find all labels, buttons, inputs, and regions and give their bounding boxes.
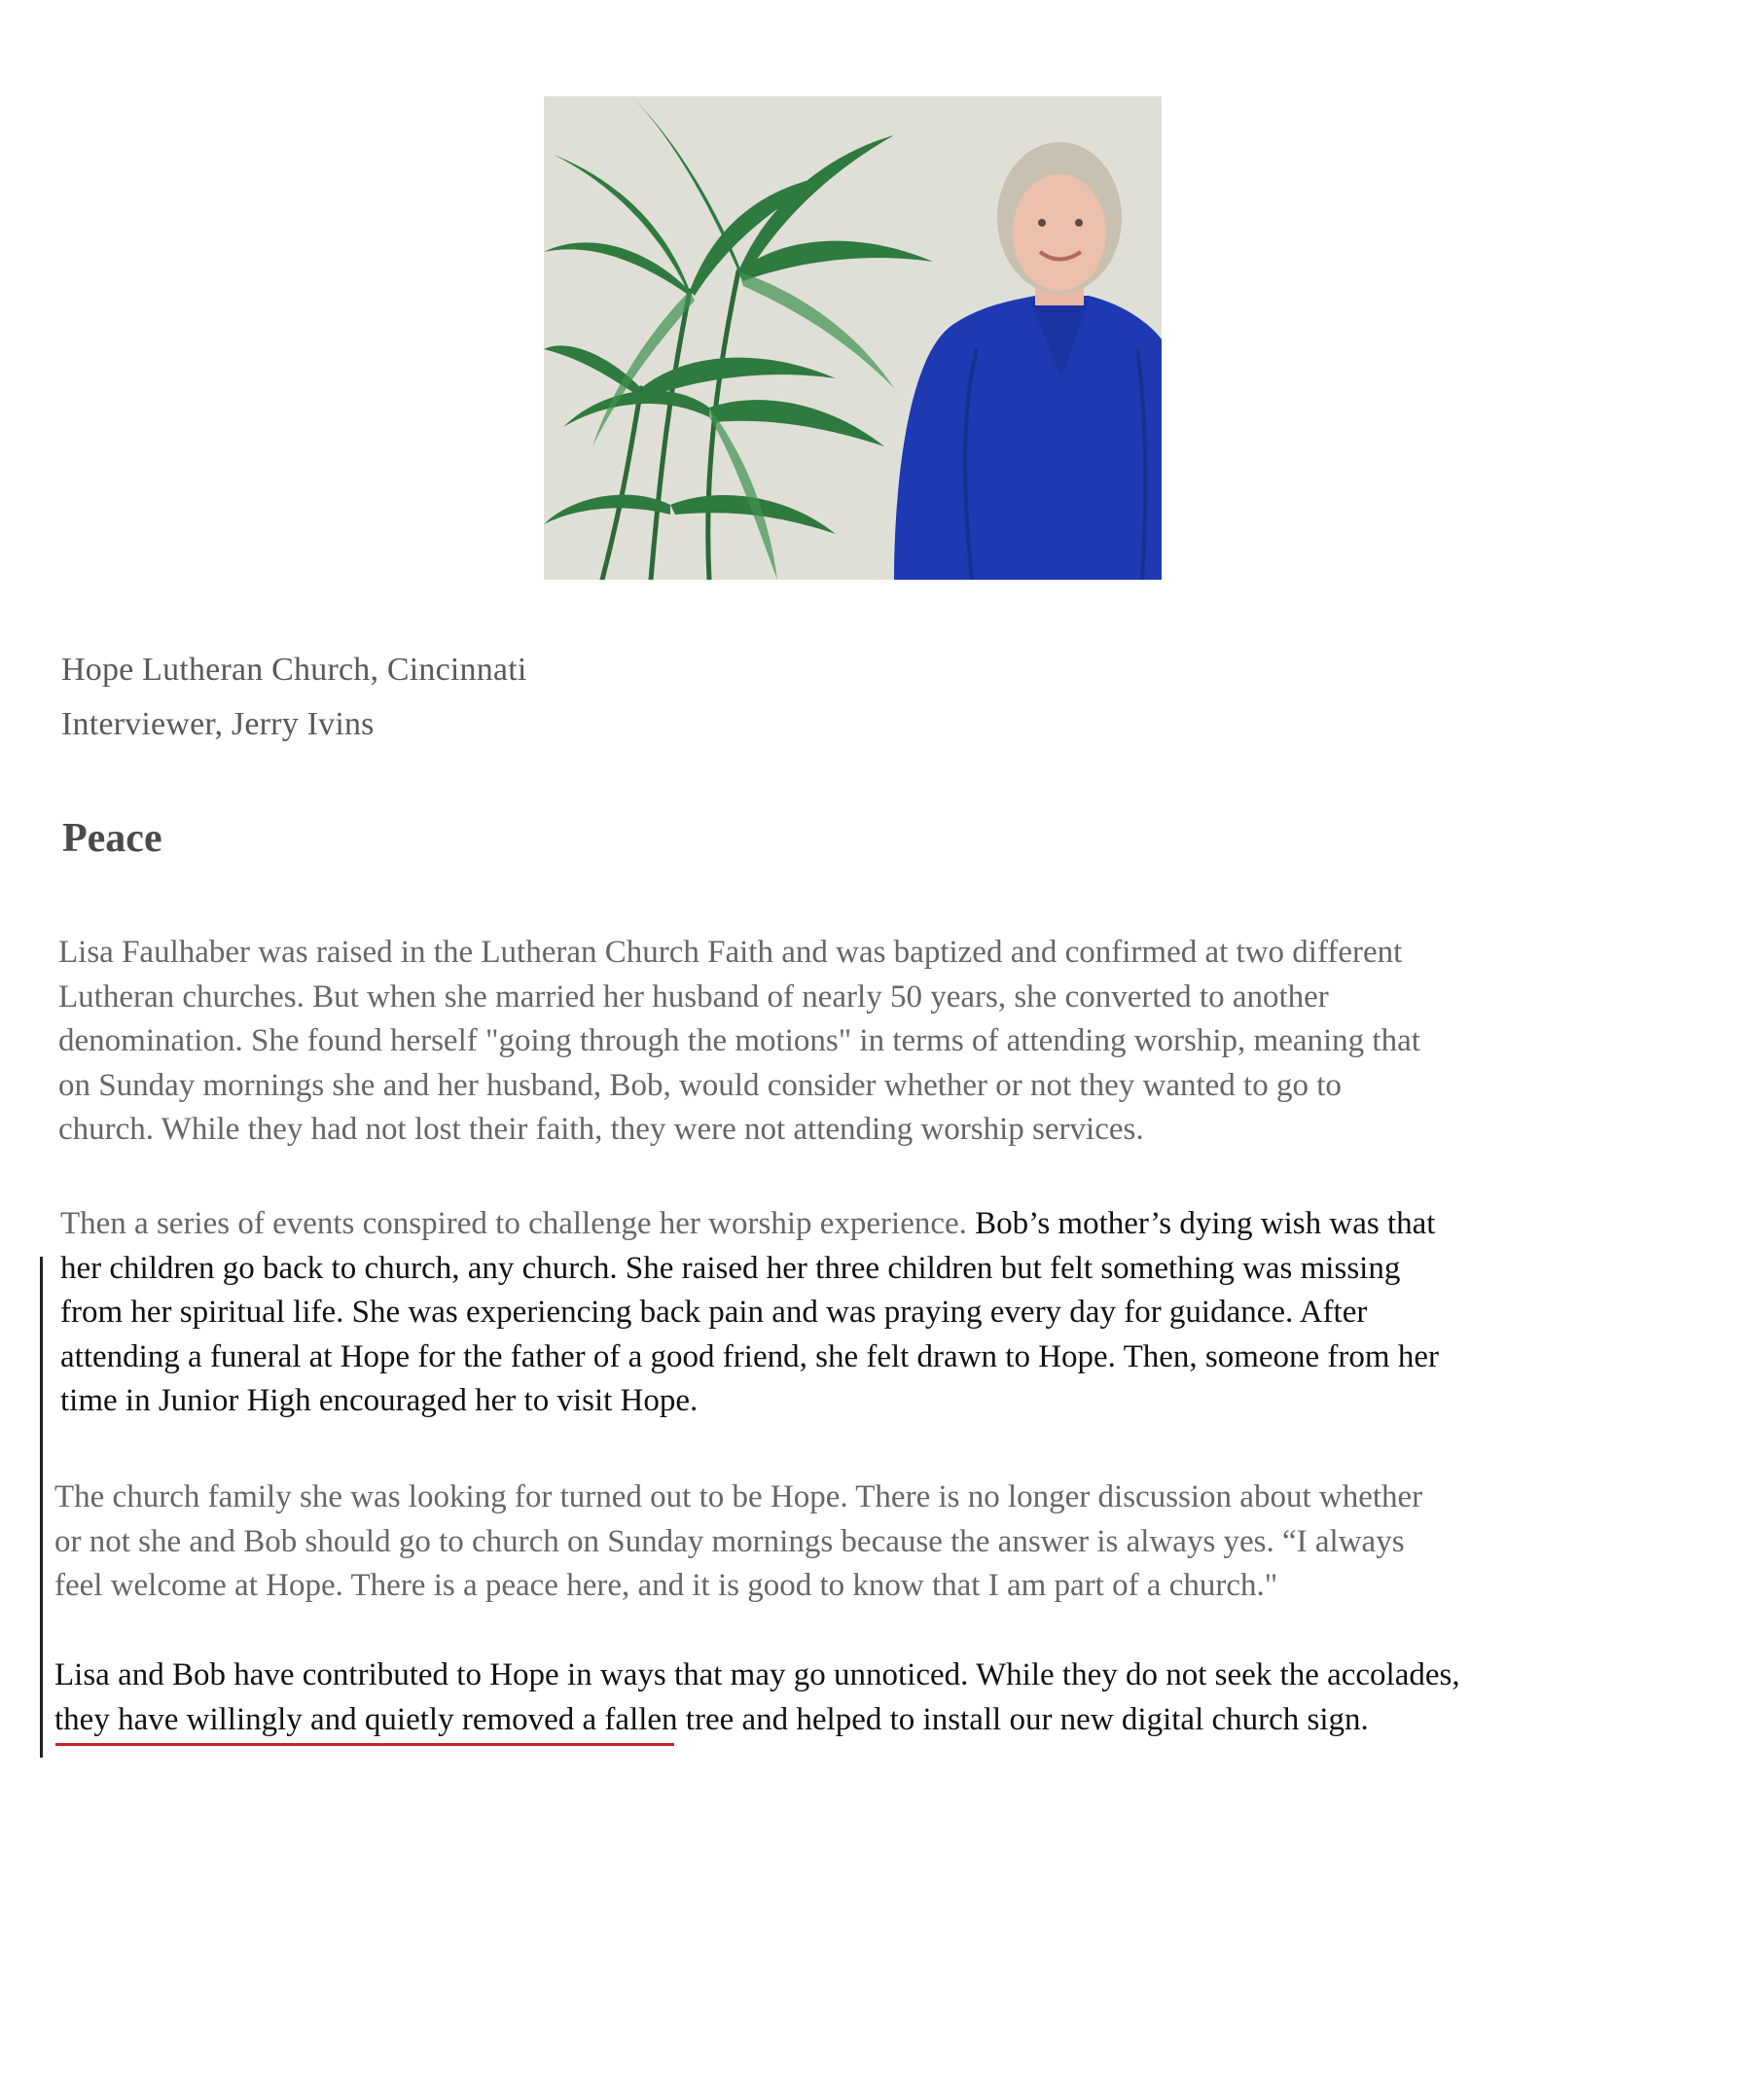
paragraph-line: Lisa and Bob have contributed to Hope in ways that may go unnoticed. While they do not seek the accolades, (54, 1657, 1460, 1692)
story-title: Peace (62, 816, 162, 861)
paragraph-line: her children go back to church, any church. She raised her three children but felt something was missing (60, 1250, 1401, 1286)
paragraph-3 (54, 1476, 1422, 1609)
paragraph-line: feel welcome at Hope. There is a peace here, and it is good to know that I am part of a church." (54, 1568, 1278, 1603)
paragraph-line: Lutheran churches. But when she married her husband of nearly 50 years, she converted to another (58, 979, 1329, 1014)
paragraph-2 (60, 1202, 1439, 1424)
paragraph-4 (54, 1654, 1460, 1742)
paragraph-line: from her spiritual life. She was experiencing back pain and was praying every day for guidance. After (60, 1295, 1368, 1330)
paragraph-line: time in Junior High encouraged her to visit Hope. (60, 1383, 699, 1418)
paragraph-line: denomination. She found herself "going through the motions" in terms of attending worship, meaning that (58, 1023, 1420, 1058)
paragraph-line: on Sunday mornings she and her husband, Bob, would consider whether or not they wanted to go to (58, 1067, 1342, 1103)
paragraph-line: attending a funeral at Hope for the father of a good friend, she felt drawn to Hope. Then, someone from her (60, 1338, 1439, 1374)
portrait-photo-icon (544, 96, 1162, 580)
church-name: Hope Lutheran Church, Cincinnati (61, 652, 527, 688)
spellcheck-underline (55, 1743, 674, 1746)
paragraph-line (60, 1202, 1439, 1247)
paragraph-line-gray-part: Then a series of events conspired to challenge her worship experience. (60, 1206, 976, 1241)
paragraph-line: or not she and Bob should go to church on Sunday mornings because the answer is always yes. “I always (54, 1523, 1405, 1559)
paragraph-line: church. While they had not lost their faith, they were not attending worship services. (58, 1112, 1144, 1147)
paragraph-line: they have willingly and quietly removed a fallen tree and helped to install our new digital church sign. (54, 1701, 1369, 1737)
paragraph-line-black-part: Bob’s mother’s dying wish was that (975, 1206, 1436, 1241)
paragraph-line: Lisa Faulhaber was raised in the Lutheran Church Faith and was baptized and confirmed at two different (58, 935, 1403, 970)
revision-change-bar (40, 1257, 43, 1758)
interviewer-name: Interviewer, Jerry Ivins (61, 706, 375, 742)
portrait-photo (544, 96, 1162, 580)
paragraph-line: The church family she was looking for turned out to be Hope. There is no longer discussion about whether (54, 1479, 1423, 1514)
paragraph-1 (58, 931, 1420, 1153)
